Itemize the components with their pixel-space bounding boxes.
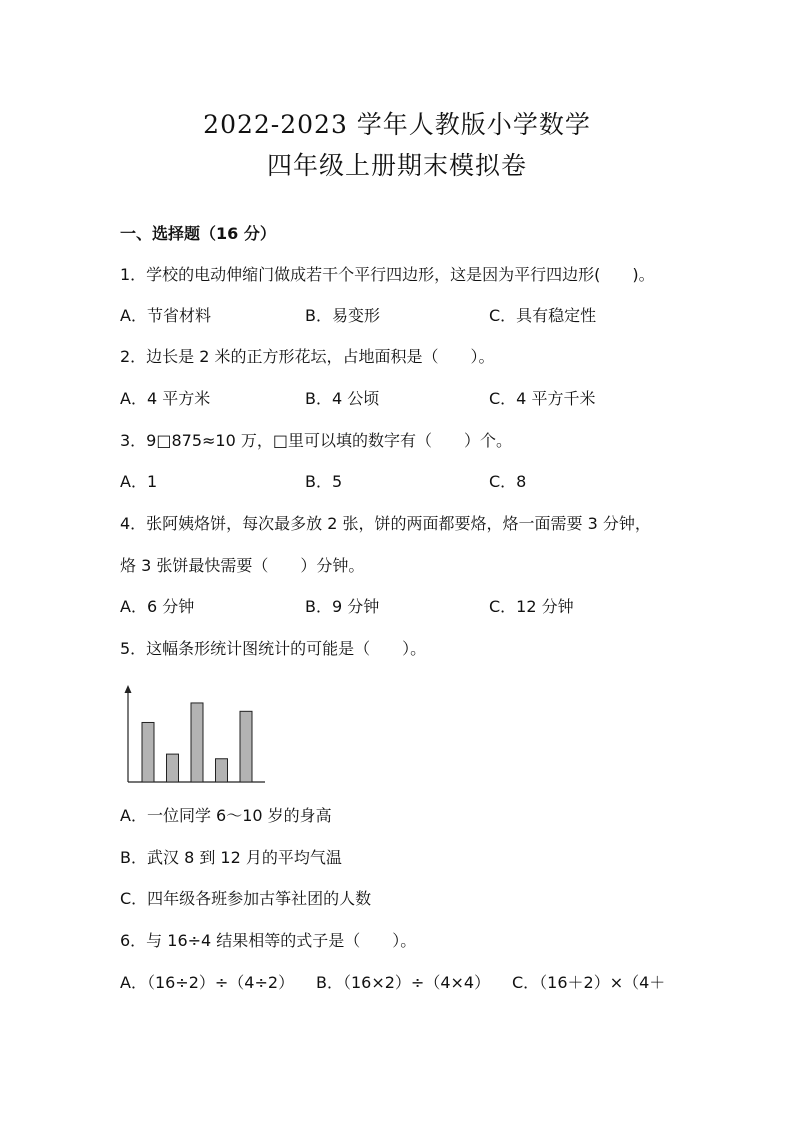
question-4-option-c: C．12 分钟 [489, 597, 574, 616]
exam-title-line2: 四年级上册期末模拟卷 [266, 151, 527, 180]
question-4-option-a: A．6 分钟 [120, 597, 195, 616]
question-1-option-a: A．节省材料 [120, 306, 211, 325]
question-2-option-c: C．4 平方千米 [489, 389, 596, 408]
chart-bars [142, 703, 252, 782]
chart-y-axis-arrow [125, 685, 132, 693]
question-3-option-a: A．1 [120, 472, 158, 491]
chart-bar-4 [216, 759, 228, 782]
question-6-option-b: B．（16×2）÷（4×4） [316, 973, 491, 992]
question-1-option-c: C．具有稳定性 [489, 306, 597, 325]
question-5-option-c: C．四年级各班参加古筝社团的人数 [120, 889, 372, 908]
question-5-option-b: B．武汉 8 到 12 月的平均气温 [120, 848, 342, 867]
question-4-stem-line1: 4．张阿姨烙饼，每次最多放 2 张，饼的两面都要烙，烙一面需要 3 分钟， [120, 514, 651, 533]
question-3-stem: 3．9□875≈10 万，□里可以填的数字有（ ）个。 [120, 431, 512, 450]
chart-bar-5 [240, 711, 252, 782]
question-4-option-b: B．9 分钟 [305, 597, 380, 616]
question-3-option-b: B．5 [305, 472, 343, 491]
question-2-option-a: A．4 平方米 [120, 389, 211, 408]
section-heading: 一、选择题（16 分） [120, 224, 276, 243]
exam-title-line1: 2022-2023 学年人教版小学数学 [203, 110, 591, 139]
chart-bar-2 [167, 754, 179, 782]
question-5-option-a: A．一位同学 6～10 岁的身高 [120, 806, 332, 825]
chart-bar-3 [191, 703, 203, 782]
question-3-option-c: C．8 [489, 472, 527, 491]
question-6-option-a: A．（16÷2）÷（4÷2） [120, 973, 295, 992]
question-4-stem-line2: 烙 3 张饼最快需要（ ）分钟。 [120, 556, 365, 575]
bar-chart [118, 683, 268, 787]
question-6-option-c: C．（16＋2）×（4＋ [512, 973, 666, 992]
question-2-option-b: B．4 公顷 [305, 389, 380, 408]
question-1-option-b: B．易变形 [305, 306, 380, 325]
question-5-stem: 5．这幅条形统计图统计的可能是（ ）。 [120, 639, 427, 658]
question-2-stem: 2．边长是 2 米的正方形花坛，占地面积是（ ）。 [120, 347, 495, 366]
question-6-stem: 6．与 16÷4 结果相等的式子是（ ）。 [120, 931, 417, 950]
chart-bar-1 [142, 722, 154, 782]
question-1-stem: 1．学校的电动伸缩门做成若干个平行四边形，这是因为平行四边形( )。 [120, 265, 655, 284]
